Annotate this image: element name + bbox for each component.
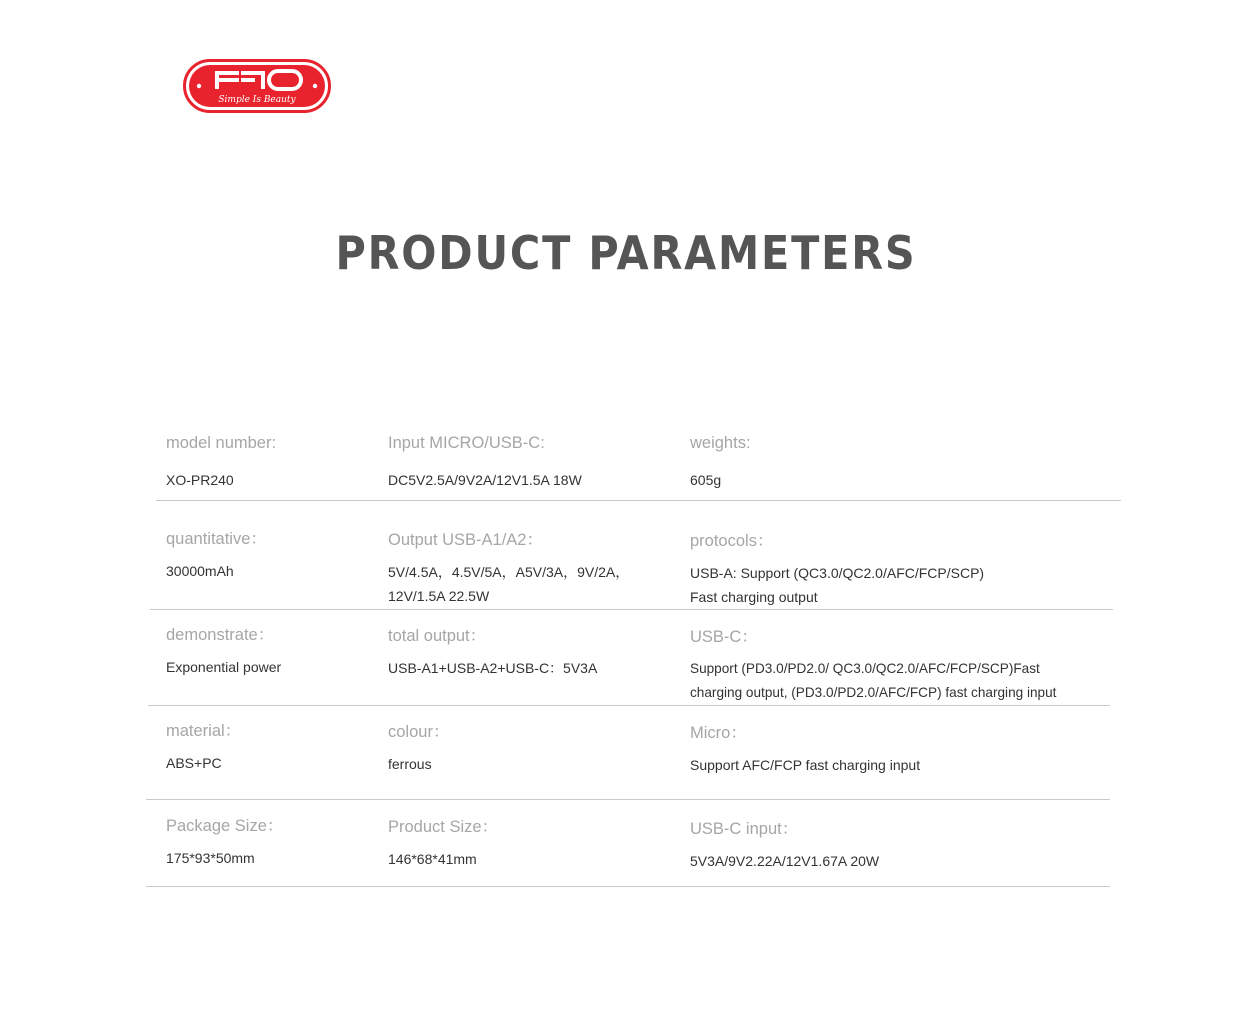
param-weights [690,434,751,488]
param-input [388,434,582,488]
param-label: model number: [166,434,277,452]
param-label: Package Size： [166,817,284,835]
param-usb-c-input [690,815,880,869]
param-quantitative [166,525,267,579]
param-demonstrate [166,621,282,675]
param-label: total output： [388,627,487,645]
param-value: XO-PR240 [166,472,234,488]
param-label: quantitative： [166,530,267,548]
param-value: Exponential power [166,659,282,675]
logo-slogan: Simple Is Beauty [218,95,296,105]
param-label: weights: [690,434,751,452]
param-label: Micro： [690,724,747,742]
xo-logo-icon [183,59,331,113]
row-divider [146,799,1110,800]
param-value: ABS+PC [166,755,222,771]
row-divider [150,609,1113,610]
param-label: USB-C： [690,628,758,646]
param-colour [388,718,450,772]
param-value: 5V/4.5A，4.5V/5A，A5V/3A，9V/2A， 12V/1.5A 22.5W [388,564,630,604]
param-label: Output USB-A1/A2： [388,531,543,549]
row-divider [146,886,1110,887]
param-package-size [166,812,284,866]
param-label: material： [166,722,242,740]
param-value: USB-A1+USB-A2+USB-C：5V3A [388,660,598,676]
param-value: 175*93*50mm [166,850,255,866]
brand-logo [183,59,331,113]
row-divider [156,500,1121,501]
param-value: ferrous [388,756,432,772]
param-value: 30000mAh [166,563,234,579]
param-micro [690,719,921,773]
param-value: USB-A: Support (QC3.0/QC2.0/AFC/FCP/SCP) Fast charging output [690,565,985,605]
param-label: Product Size： [388,818,499,836]
param-model-number [166,434,277,488]
param-value: 5V3A/9V2.22A/12V1.67A 20W [690,853,880,869]
param-value: DC5V2.5A/9V2A/12V1.5A 18W [388,472,582,488]
param-material [166,717,242,771]
param-value: 605g [690,472,722,488]
param-label: Input MICRO/USB-C: [388,434,545,452]
param-label: USB-C input： [690,820,799,838]
param-usb-c [690,623,1057,700]
page-title: PRODUCT PARAMETERS [335,226,917,280]
param-value: Support (PD3.0/PD2.0/ QC3.0/QC2.0/AFC/FCP/SCP)Fast charging output, (PD3.0/PD2.0/AFC/FCP) fast charging input [690,661,1057,700]
row-divider [148,705,1110,706]
param-label: colour： [388,723,450,741]
param-value: Support AFC/FCP fast charging input [690,757,921,773]
param-product-size [388,813,499,867]
param-protocols [690,527,985,605]
param-output-usb-a [388,526,630,604]
param-value: 146*68*41mm [388,851,477,867]
param-label: demonstrate： [166,626,275,644]
param-total-output [388,622,598,676]
param-label: protocols： [690,532,774,550]
